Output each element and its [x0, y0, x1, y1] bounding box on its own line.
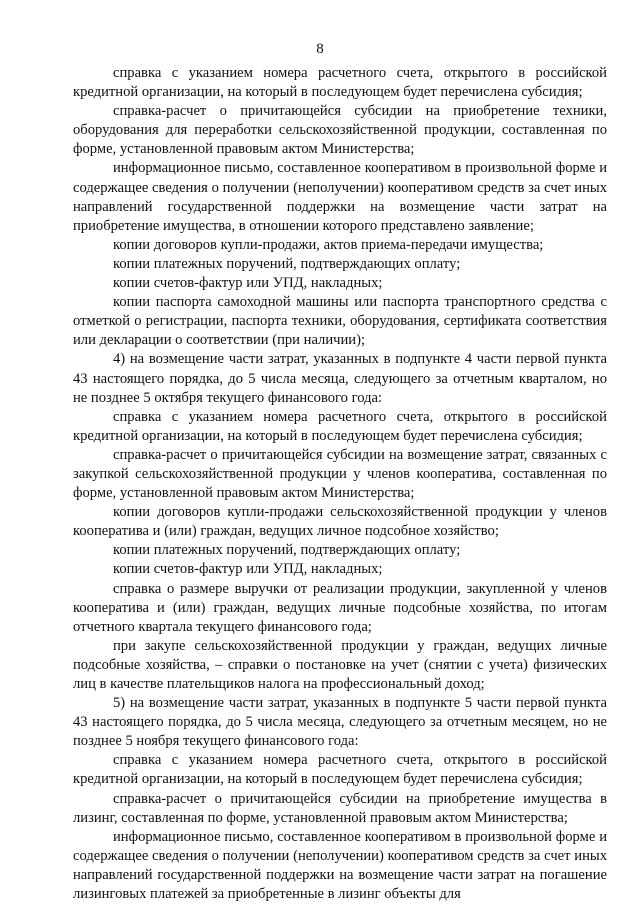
- paragraph: копии договоров купли-продажи сельскохозяйственной продукции у членов кооператива и (или) граждан, ведущих личное подсобное хозяйство;: [73, 504, 607, 540]
- paragraph: информационное письмо, составленное кооперативом в произвольной форме и содержащее сведения о получении (неполучении) кооперативом средств за счет иных направлений государственной поддержки на возмещение части затрат на погашение лизинговых платежей за приобретенные в лизинг объекты для: [73, 828, 607, 903]
- document-body: [73, 64, 607, 904]
- paragraph: справка с указанием номера расчетного счета, открытого в российской кредитной организации, на который в последующем будет перечислена субсидия;: [73, 408, 607, 444]
- paragraph: копии договоров купли-продажи, актов приема-передачи имущества;: [113, 236, 544, 253]
- paragraph: справка-расчет о причитающейся субсидии на приобретение техники, оборудования для переработки сельскохозяйственной продукции, составленная по форме, установленной правовым актом Министерства;: [73, 103, 607, 158]
- paragraph: копии паспорта самоходной машины или паспорта транспортного средства с отметкой о регистрации, паспорта техники, оборудования, сертификата соответствия или декларации о соответствии (при наличии);: [73, 294, 607, 349]
- paragraph: справка о размере выручки от реализации продукции, закупленной у членов кооператива и (или) граждан, ведущих личные подсобные хозяйства, по итогам отчетного квартала текущего финансового года;: [73, 580, 607, 635]
- paragraph: копии счетов-фактур или УПД, накладных;: [113, 561, 383, 578]
- paragraph: 5) на возмещение части затрат, указанных в подпункте 5 части первой пункта 43 настоящего порядка, до 5 числа месяца, следующего за отчетным месяцем, но не позднее 5 ноября текущего финансового года:: [73, 695, 607, 750]
- paragraph: копии платежных поручений, подтверждающих оплату;: [113, 255, 461, 272]
- paragraph: при закупе сельскохозяйственной продукции у граждан, ведущих личные подсобные хозяйства, – справки о постановке на учет (снятии с учета) физических лиц в качестве плательщиков налога на профессиональный доход;: [73, 637, 607, 692]
- paragraph: 4) на возмещение части затрат, указанных в подпункте 4 части первой пункта 43 настоящего порядка, до 5 числа месяца, следующего за отчетным кварталом, но не позднее 5 октября текущего финансового года:: [73, 351, 607, 406]
- paragraph: информационное письмо, составленное кооперативом в произвольной форме и содержащее сведения о получении (неполучении) кооперативом средств за счет иных направлений государственной поддержки на возмещение части затрат на приобретение имущества, в отношении которого представлено заявление;: [73, 160, 607, 234]
- paragraph: копии счетов-фактур или УПД, накладных;: [113, 275, 383, 292]
- paragraph: справка-расчет о причитающейся субсидии на возмещение затрат, связанных с закупкой сельскохозяйственной продукции у членов кооператива, составленная по форме, установленной правовым актом Министерства;: [73, 446, 607, 502]
- paragraph: справка с указанием номера расчетного счета, открытого в российской кредитной организации, на который в последующем будет перечислена субсидия;: [73, 65, 607, 101]
- paragraph: копии платежных поручений, подтверждающих оплату;: [113, 542, 461, 559]
- paragraph: справка с указанием номера расчетного счета, открытого в российской кредитной организации, на который в последующем будет перечислена субсидия;: [73, 752, 607, 788]
- page-number: 8: [316, 41, 324, 57]
- paragraph: справка-расчет о причитающейся субсидии на приобретение имущества в лизинг, составленная по форме, установленной правовым актом Министерства;: [73, 790, 607, 826]
